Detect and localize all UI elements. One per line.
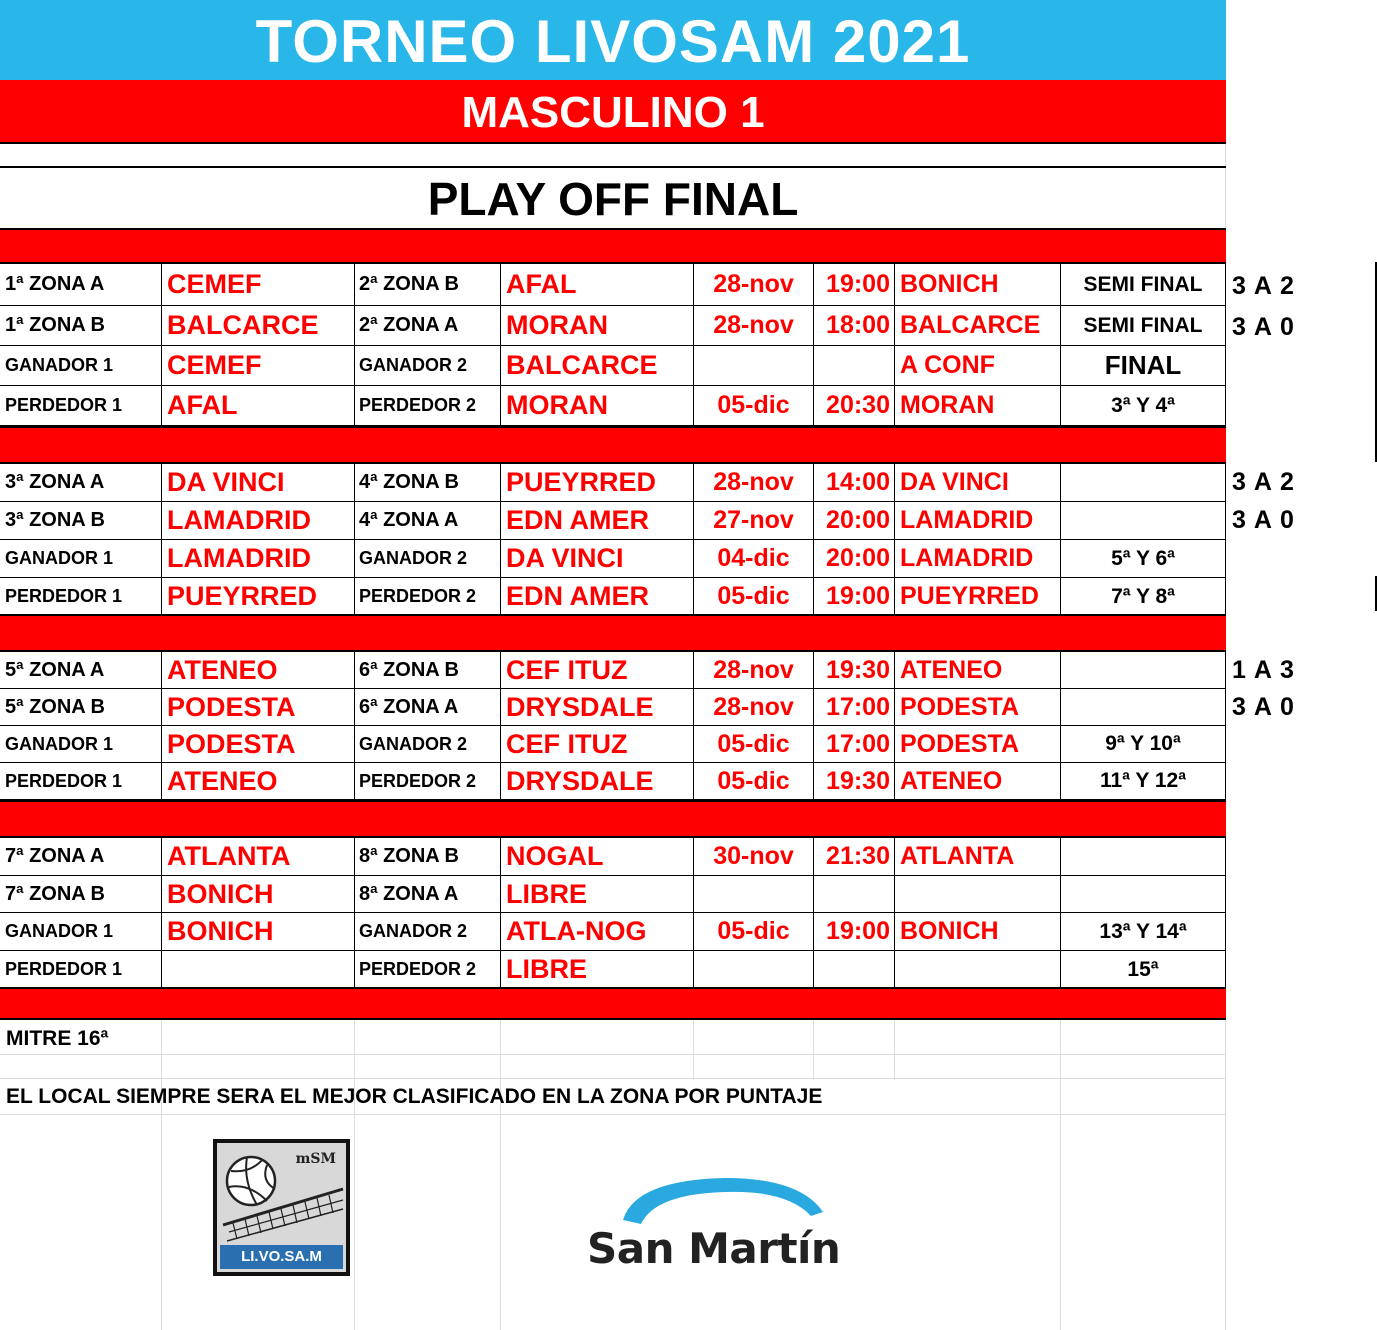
match-stage: 5ª Y 6ª [1061,540,1226,577]
seed-label-2: GANADOR 2 [355,346,501,385]
match-result: 3 A 0 [1232,506,1295,534]
match-stage: SEMI FINAL [1061,264,1226,305]
home-team: DA VINCI [162,464,355,501]
match-date [694,346,814,385]
group-separator [0,800,1226,838]
match-venue: PUEYRRED [895,578,1061,615]
home-team: ATENEO [162,652,355,688]
match-stage: SEMI FINAL [1061,306,1226,345]
seed-label-1: 1ª ZONA A [0,264,162,305]
match-stage [1061,876,1226,912]
seed-label-1: 7ª ZONA A [0,838,162,875]
match-date: 04-dic [694,540,814,577]
livosam-caption: LI.VO.SA.M [220,1245,343,1269]
away-team: BALCARCE [501,346,694,385]
away-team: AFAL [501,264,694,305]
table-row [0,540,1226,578]
local-rule-note: EL LOCAL SIEMPRE SERA EL MEJOR CLASIFICADO EN LA ZONA POR PUNTAJE [6,1085,823,1108]
match-time: 20:00 [814,502,895,539]
seed-label-1: GANADOR 1 [0,346,162,385]
match-result: 3 A 0 [1232,313,1295,341]
seed-label-1: 7ª ZONA B [0,876,162,912]
match-venue [895,876,1061,912]
away-team: DA VINCI [501,540,694,577]
home-team: BONICH [162,913,355,950]
match-stage: FINAL [1061,346,1226,385]
match-venue: ATENEO [895,652,1061,688]
away-team: NOGAL [501,838,694,875]
match-venue: DA VINCI [895,464,1061,501]
match-stage: 9ª Y 10ª [1061,726,1226,762]
match-date: 28-nov [694,464,814,501]
home-team: LAMADRID [162,502,355,539]
seed-label-2: PERDEDOR 2 [355,951,501,988]
group-separator [0,228,1226,264]
group-separator [0,614,1226,652]
seed-label-1: PERDEDOR 1 [0,763,162,799]
match-venue: PODESTA [895,689,1061,725]
seed-label-2: GANADOR 2 [355,726,501,762]
away-team: EDN AMER [501,502,694,539]
seed-label-1: PERDEDOR 1 [0,578,162,615]
seed-label-2: PERDEDOR 2 [355,763,501,799]
table-row [0,264,1226,306]
match-stage [1061,652,1226,688]
away-team: DRYSDALE [501,689,694,725]
home-team: ATLANTA [162,838,355,875]
livosam-mark: mSM [295,1151,336,1167]
table-row [0,306,1226,346]
away-team: MORAN [501,306,694,345]
seed-label-1: GANADOR 1 [0,726,162,762]
match-venue: A CONF [895,346,1061,385]
away-team: EDN AMER [501,578,694,615]
match-stage [1061,502,1226,539]
match-date: 05-dic [694,726,814,762]
match-time: 19:30 [814,652,895,688]
match-venue: BONICH [895,913,1061,950]
match-date: 27-nov [694,502,814,539]
seed-label-1: GANADOR 1 [0,913,162,950]
table-row [0,464,1226,502]
match-result: 3 A 2 [1232,468,1295,496]
section-title: PLAY OFF FINAL [427,173,799,225]
table-row [0,346,1226,386]
away-team: PUEYRRED [501,464,694,501]
home-team: LAMADRID [162,540,355,577]
arc-icon [585,1172,875,1232]
match-time: 17:00 [814,726,895,762]
seed-label-2: 2ª ZONA A [355,306,501,345]
match-time: 20:30 [814,386,895,425]
seed-label-2: PERDEDOR 2 [355,578,501,615]
san-martin-text: San Martín [587,1224,841,1273]
away-team: LIBRE [501,951,694,988]
seed-label-2: 8ª ZONA A [355,876,501,912]
mitre-note: MITRE 16ª [6,1027,109,1050]
match-time [814,951,895,988]
table-row [0,652,1226,689]
match-result: 3 A 0 [1232,693,1295,721]
seed-label-2: 6ª ZONA B [355,652,501,688]
match-date: 28-nov [694,264,814,305]
match-venue: ATENEO [895,763,1061,799]
match-venue: BONICH [895,264,1061,305]
match-date: 28-nov [694,306,814,345]
match-venue [895,951,1061,988]
away-team: ATLA-NOG [501,913,694,950]
home-team: ATENEO [162,763,355,799]
table-row [0,689,1226,726]
match-venue: LAMADRID [895,540,1061,577]
group-separator [0,987,1226,1020]
away-team: MORAN [501,386,694,425]
match-date: 28-nov [694,689,814,725]
san-martin-logo [585,1172,875,1277]
home-team: PUEYRRED [162,578,355,615]
match-venue: ATLANTA [895,838,1061,875]
home-team: BALCARCE [162,306,355,345]
match-stage: 3ª Y 4ª [1061,386,1226,425]
match-stage: 15ª [1061,951,1226,988]
match-date: 28-nov [694,652,814,688]
match-time [814,876,895,912]
match-date: 05-dic [694,578,814,615]
seed-label-1: 5ª ZONA A [0,652,162,688]
match-venue: LAMADRID [895,502,1061,539]
seed-label-2: 4ª ZONA A [355,502,501,539]
tournament-title: TORNEO LIVOSAM 2021 [0,0,1226,80]
home-team: CEMEF [162,264,355,305]
match-venue: PODESTA [895,726,1061,762]
match-stage [1061,689,1226,725]
table-row [0,578,1226,616]
home-team: PODESTA [162,689,355,725]
group-separator [0,426,1226,464]
match-time: 20:00 [814,540,895,577]
home-team: CEMEF [162,346,355,385]
seed-label-1: PERDEDOR 1 [0,386,162,425]
away-team: CEF ITUZ [501,652,694,688]
seed-label-1: 1ª ZONA B [0,306,162,345]
match-time: 18:00 [814,306,895,345]
seed-label-2: PERDEDOR 2 [355,386,501,425]
seed-label-1: GANADOR 1 [0,540,162,577]
seed-label-2: 6ª ZONA A [355,689,501,725]
seed-label-1: 5ª ZONA B [0,689,162,725]
match-date: 05-dic [694,763,814,799]
match-time [814,346,895,385]
table-row [0,838,1226,876]
seed-label-1: 3ª ZONA A [0,464,162,501]
seed-label-2: 2ª ZONA B [355,264,501,305]
seed-label-1: 3ª ZONA B [0,502,162,539]
match-time: 19:30 [814,763,895,799]
seed-label-2: GANADOR 2 [355,913,501,950]
home-team: BONICH [162,876,355,912]
match-time: 17:00 [814,689,895,725]
table-row [0,386,1226,426]
home-team: PODESTA [162,726,355,762]
match-result: 3 A 2 [1232,272,1295,300]
match-date [694,876,814,912]
home-team [162,951,355,988]
table-row [0,951,1226,989]
match-date [694,951,814,988]
match-date: 30-nov [694,838,814,875]
away-team: LIBRE [501,876,694,912]
category-title: MASCULINO 1 [0,80,1226,144]
match-time: 19:00 [814,264,895,305]
table-row [0,876,1226,913]
table-row [0,763,1226,800]
seed-label-1: PERDEDOR 1 [0,951,162,988]
match-stage [1061,464,1226,501]
match-venue: MORAN [895,386,1061,425]
away-team: CEF ITUZ [501,726,694,762]
seed-label-2: 4ª ZONA B [355,464,501,501]
match-time: 19:00 [814,913,895,950]
match-stage [1061,838,1226,875]
match-venue: BALCARCE [895,306,1061,345]
seed-label-2: 8ª ZONA B [355,838,501,875]
match-stage: 13ª Y 14ª [1061,913,1226,950]
table-row [0,502,1226,540]
seed-label-2: GANADOR 2 [355,540,501,577]
table-row [0,913,1226,951]
match-time: 21:30 [814,838,895,875]
match-stage: 11ª Y 12ª [1061,763,1226,799]
match-date: 05-dic [694,913,814,950]
match-time: 14:00 [814,464,895,501]
table-row [0,726,1226,763]
livosam-logo [213,1139,350,1276]
match-result: 1 A 3 [1232,656,1295,684]
match-stage: 7ª Y 8ª [1061,578,1226,615]
home-team: AFAL [162,386,355,425]
match-time: 19:00 [814,578,895,615]
away-team: DRYSDALE [501,763,694,799]
match-date: 05-dic [694,386,814,425]
